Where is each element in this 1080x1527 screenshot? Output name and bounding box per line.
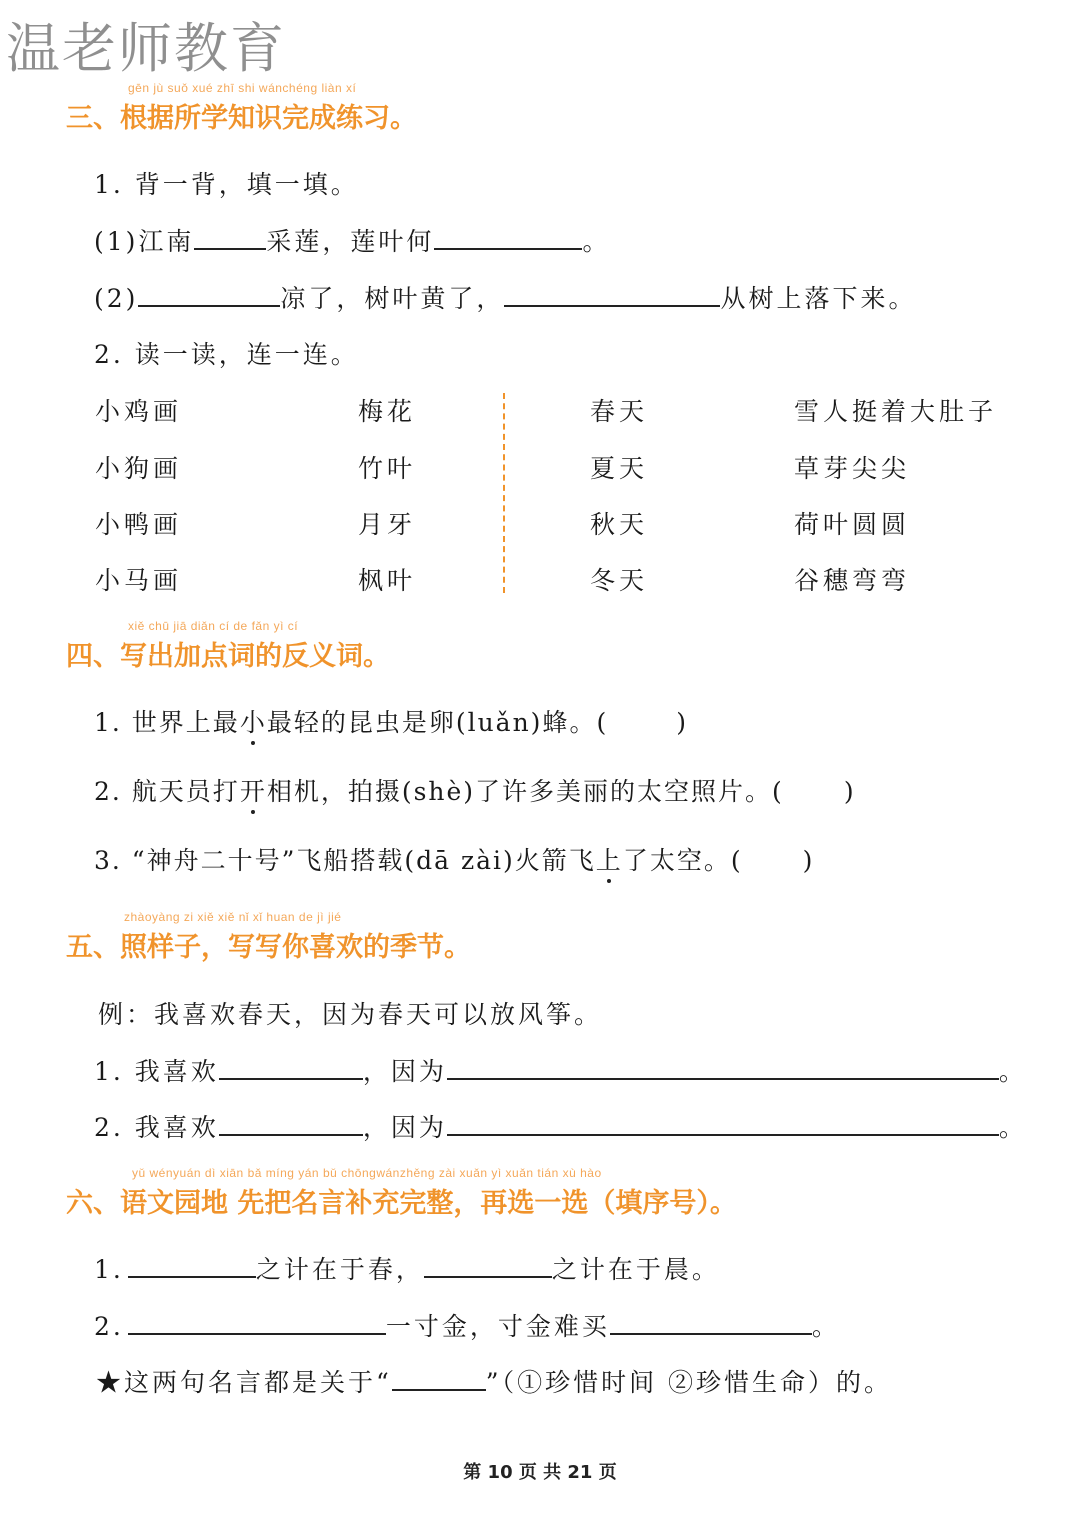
- q1-a-pre: (1)江南: [94, 227, 195, 256]
- q2-label: 2. 读一读，连一连。: [94, 340, 359, 369]
- season-q2-pre: 2. 我喜欢: [94, 1113, 219, 1142]
- q1-label: 1. 背一背，填一填。: [94, 170, 359, 199]
- match-item[interactable]: 小鸭画: [95, 510, 183, 539]
- proverb-q1: [94, 1250, 720, 1286]
- proverb-q2: [94, 1307, 840, 1343]
- proverb-q1-post: 之计在于晨。: [551, 1255, 720, 1284]
- blank-field[interactable]: [219, 1108, 363, 1136]
- antonym-q1-pre: 1. 世界上最: [94, 708, 240, 737]
- match-item[interactable]: 夏天: [590, 454, 649, 483]
- q1-b-mid: 凉了，树叶黄了，: [280, 284, 505, 313]
- blank-field[interactable]: [219, 1052, 363, 1080]
- q1-a: [94, 222, 610, 258]
- section4-pinyin: xiě chū jiā diǎn cí de fǎn yì cí: [128, 619, 299, 633]
- blank-field[interactable]: [392, 1363, 486, 1391]
- star-question-pre: ★这两句名言都是关于“: [96, 1368, 392, 1397]
- proverb-q1-pre: 1.: [94, 1255, 124, 1284]
- section6-title: 六、语文园地 先把名言补充完整，再选一选（填序号）。: [66, 1188, 737, 1219]
- match-item[interactable]: 草芽尖尖: [794, 454, 911, 483]
- section3-pinyin: gēn jù suǒ xué zhī shi wánchéng liàn xí: [128, 81, 357, 95]
- page-number: 第 10 页 共 21 页: [463, 1462, 617, 1483]
- q1-b-post: 从树上落下来。: [720, 284, 917, 313]
- watermark: 温老师教育: [6, 17, 286, 80]
- q1-a-post: 。: [582, 227, 611, 256]
- blank-field[interactable]: [128, 1307, 386, 1335]
- antonym-q2-pre: 2. 航天员打: [94, 777, 240, 806]
- proverb-q1-mid: 之计在于春，: [255, 1255, 424, 1284]
- blank-field[interactable]: [138, 279, 280, 307]
- close-paren: ): [676, 708, 688, 737]
- blank-field[interactable]: [447, 1052, 999, 1080]
- match-item[interactable]: 雪人挺着大肚子: [794, 397, 998, 426]
- antonym-q3-post: 了太空。(: [622, 846, 743, 875]
- q1-b: [94, 279, 916, 315]
- season-q1: [94, 1052, 1027, 1088]
- match-item[interactable]: 月牙: [358, 510, 417, 539]
- match-item[interactable]: 小狗画: [95, 454, 183, 483]
- antonym-q1: [94, 703, 688, 739]
- match-item[interactable]: 秋天: [590, 510, 649, 539]
- blank-field[interactable]: [447, 1108, 999, 1136]
- example-sentence: 例：我喜欢春天，因为春天可以放风筝。: [98, 1000, 603, 1029]
- dotted-word: 开: [239, 777, 267, 806]
- dotted-word: 上: [595, 846, 623, 875]
- q1-a-mid: 采莲，莲叶何: [266, 227, 435, 256]
- match-item[interactable]: 梅花: [358, 397, 417, 426]
- season-q1-mid: ，因为: [362, 1057, 447, 1086]
- match-item[interactable]: 冬天: [590, 566, 649, 595]
- star-question: [96, 1363, 892, 1399]
- season-q1-post: 。: [998, 1057, 1027, 1086]
- season-q2-post: 。: [998, 1113, 1027, 1142]
- section5-title: 五、照样子，写写你喜欢的季节。: [66, 932, 471, 963]
- proverb-q2-post: 。: [811, 1312, 840, 1341]
- match-item[interactable]: 荷叶圆圆: [794, 510, 911, 539]
- antonym-q3-pre: 3. “神舟二十号”飞船搭载(dā zài)火箭飞: [94, 846, 596, 875]
- antonym-q2: [94, 772, 856, 808]
- section4-title: 四、写出加点词的反义词。: [66, 641, 390, 672]
- season-q2: [94, 1108, 1027, 1144]
- match-item[interactable]: 竹叶: [358, 454, 417, 483]
- section5-pinyin: zhàoyàng zi xiě xiě nǐ xǐ huan de jì jié: [124, 910, 342, 924]
- blank-field[interactable]: [424, 1250, 552, 1278]
- antonym-q1-post: 最轻的昆虫是卵(luǎn)蜂。(: [266, 708, 609, 737]
- match-item[interactable]: 谷穗弯弯: [794, 566, 911, 595]
- season-q1-pre: 1. 我喜欢: [94, 1057, 219, 1086]
- antonym-q2-post: 相机，拍摄(shè)了许多美丽的太空照片。(: [266, 777, 784, 806]
- season-q2-mid: ，因为: [362, 1113, 447, 1142]
- proverb-q2-pre: 2.: [94, 1312, 124, 1341]
- proverb-q2-mid: 一寸金，寸金难买: [385, 1312, 610, 1341]
- blank-field[interactable]: [610, 1307, 812, 1335]
- section6-pinyin: yǔ wényuán dì xiān bǎ míng yán bǔ chōngwánzhěng zài xuǎn yì xuǎn tián xù hào: [132, 1166, 602, 1180]
- blank-field[interactable]: [194, 222, 266, 250]
- blank-field[interactable]: [504, 279, 720, 307]
- q1-b-pre: (2): [94, 284, 139, 313]
- match-item[interactable]: 春天: [590, 397, 649, 426]
- antonym-q3: [94, 841, 814, 877]
- section3-title: 三、根据所学知识完成练习。: [66, 103, 417, 134]
- blank-field[interactable]: [128, 1250, 256, 1278]
- match-item[interactable]: 小马画: [95, 566, 183, 595]
- match-item[interactable]: 小鸡画: [95, 397, 183, 426]
- star-question-post: ”（①珍惜时间 ②珍惜生命）的。: [485, 1368, 893, 1397]
- dotted-word: 小: [239, 708, 267, 737]
- column-divider: [503, 393, 505, 593]
- blank-field[interactable]: [434, 222, 582, 250]
- close-paren: ): [843, 777, 856, 806]
- close-paren: ): [802, 846, 815, 875]
- match-item[interactable]: 枫叶: [358, 566, 417, 595]
